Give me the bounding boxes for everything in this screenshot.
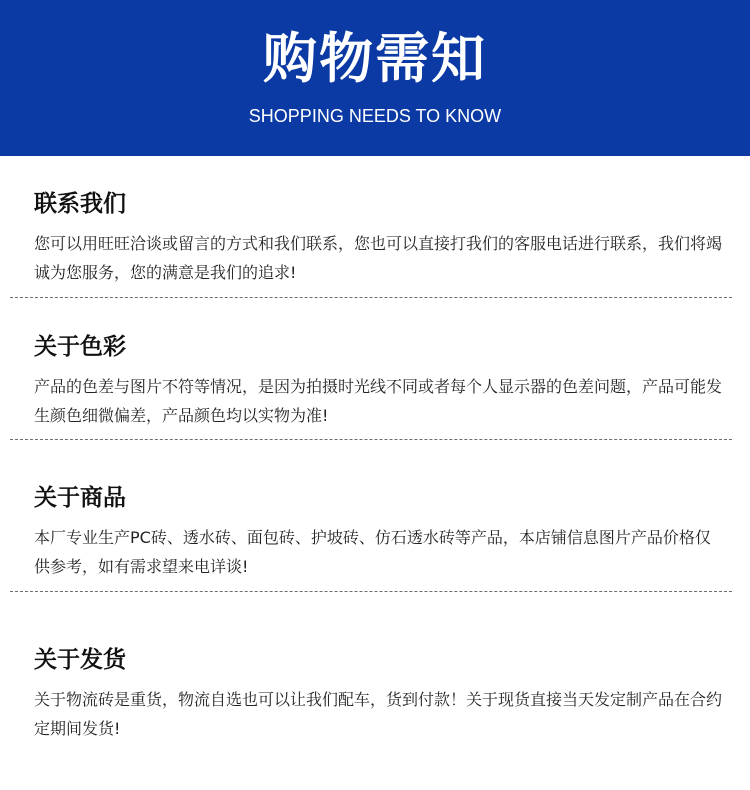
section-body: 本厂专业生产PC砖、透水砖、面包砖、护坡砖、仿石透水砖等产品，本店铺信息图片产品价格仅供参考，如有需求望来电详谈! — [34, 528, 711, 576]
section-heading: 联系我们 — [34, 191, 126, 217]
section-body: 您可以用旺旺洽谈或留言的方式和我们联系，您也可以直接打我们的客服电话进行联系，我们将竭诚为您服务，您的满意是我们的追求! — [34, 234, 723, 282]
section-about-shipping — [34, 645, 724, 743]
section-about-color — [34, 332, 724, 430]
section-body: 关于物流砖是重货，物流自选也可以让我们配车，货到付款！关于现货直接当天发定制产品在合约定期间发货! — [34, 690, 723, 738]
section-divider — [10, 591, 732, 592]
section-heading: 关于色彩 — [34, 334, 126, 360]
section-about-products — [34, 483, 724, 581]
section-divider — [10, 297, 732, 298]
header-banner — [0, 0, 750, 156]
section-heading: 关于商品 — [34, 485, 126, 511]
section-heading: 关于发货 — [34, 647, 126, 673]
section-body: 产品的色差与图片不符等情况，是因为拍摄时光线不同或者每个人显示器的色差问题，产品可能发生颜色细微偏差，产品颜色均以实物为准! — [34, 377, 723, 425]
section-contact-us — [34, 189, 724, 287]
page-title: 购物需知 — [263, 27, 487, 90]
page-subtitle: SHOPPING NEEDS TO KNOW — [248, 106, 502, 126]
section-divider — [10, 439, 732, 440]
